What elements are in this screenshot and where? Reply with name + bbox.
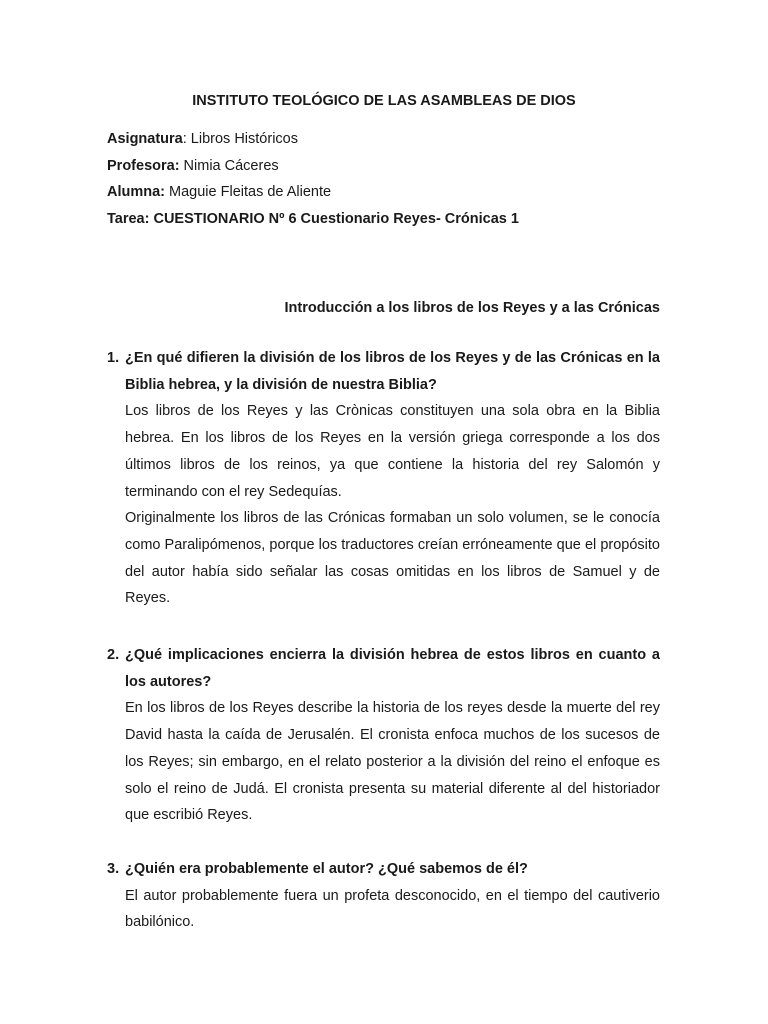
teacher-value: Nimia Cáceres xyxy=(179,157,279,174)
section-heading: Introducción a los libros de los Reyes y a las Crónicas xyxy=(284,300,660,316)
question-number: 1. xyxy=(107,350,120,366)
subject-label: Asignatura xyxy=(107,131,183,147)
question-title xyxy=(107,856,660,883)
question-text: ¿En qué difieren la división de los libros de los Reyes y de las Crónicas en la Biblia hebrea, y la división de nuestra Biblia? xyxy=(125,350,660,393)
answer-paragraph: Originalmente los libros de las Crónicas formaban un solo volumen, se le conocía como Paralipómenos, porque los traductores creían erróneamente que el propósito del autor había sido señalar las cosas omitidas en los libros de Samuel y de Reyes. xyxy=(125,510,660,607)
teacher-row xyxy=(107,153,519,180)
question-number: 2. xyxy=(107,647,120,663)
task-line: Tarea: CUESTIONARIO Nº 6 Cuestionario Reyes- Crónicas 1 xyxy=(107,210,519,227)
question-number: 3. xyxy=(107,861,120,877)
answer-paragraph: El autor probablemente fuera un profeta desconocido, en el tiempo del cautiverio babilónico. xyxy=(125,887,660,931)
answer-paragraph: En los libros de los Reyes describe la historia de los reyes desde la muerte del rey David hasta la caída de Jerusalén. El cronista enfoca muchos de los sucesos de los Reyes; sin embargo, en el relato posterior a la división del reino el enfoque es solo el reino de Judá. El cronista presenta su material diferente al del historiador que escribió Reyes. xyxy=(125,700,660,824)
student-row xyxy=(107,179,519,206)
institution-title: INSTITUTO TEOLÓGICO DE LAS ASAMBLEAS DE DIOS xyxy=(192,93,576,109)
question-title xyxy=(107,345,660,398)
question-block xyxy=(107,642,660,829)
question-block xyxy=(107,345,660,612)
subject-row xyxy=(107,126,519,153)
document-meta xyxy=(107,126,519,232)
teacher-label: Profesora: xyxy=(107,157,180,174)
question-text: ¿Quién era probablemente el autor? ¿Qué sabemos de él? xyxy=(125,861,528,877)
student-label: Alumna: xyxy=(107,184,165,200)
question-text: ¿Qué implicaciones encierra la división hebrea de estos libros en cuanto a los autores? xyxy=(125,647,660,690)
subject-value: : Libros Históricos xyxy=(182,131,298,147)
answer-paragraph: Los libros de los Reyes y las Crònicas constituyen una sola obra en la Biblia hebrea. En los libros de los Reyes en la versión griega corresponde a los dos últimos libros de los reinos, ya que contiene la historia del rey Salomón y terminando con el rey Sedequías. xyxy=(125,403,660,500)
question-block xyxy=(107,856,660,936)
question-title xyxy=(107,642,660,695)
student-value: Maguie Fleitas de Aliente xyxy=(165,184,332,200)
